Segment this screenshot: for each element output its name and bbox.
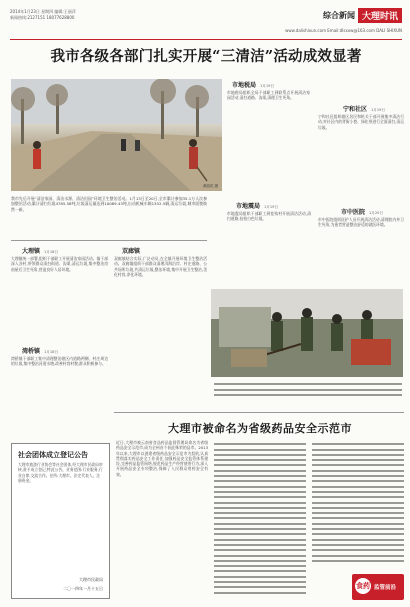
photo-illustration — [11, 79, 222, 191]
notice-date: 二〇一四年一月十五日 — [63, 586, 103, 591]
email-address: Email:dlsxxw@163.com — [327, 28, 375, 33]
article-body-dishui: 市地税局组织全局干部职工到联系点开展清洁家园活动,清扫道路、沟渠,清理卫生死角。 — [227, 90, 310, 101]
article-title-wanqiao: 湾桥镇 1月18日 — [22, 348, 59, 355]
notice-signature: 大理市民政局 — [79, 577, 103, 582]
feature-body-col2 — [214, 440, 306, 600]
photo1-caption: 黄丽花 摄 — [202, 184, 218, 188]
notice-body: 大理市旅游行业协会等社会团体,经大理市民政局审核,准予成立登记,特此公告。业务范围:行业服务,行业自律,交流合作。住所:大理市。法定代表人。注册资金。 — [18, 462, 103, 483]
editor-line: 编辑:王丽萍 — [54, 9, 76, 14]
feature-divider — [114, 412, 404, 413]
photo2-illustration — [211, 289, 403, 377]
masthead-sub — [285, 28, 402, 33]
article-body-wanqiao: 湾桥镇干部职工集中清理整治辖区内道路两侧、村庄周边的垃圾,集中整治河道水塘,改善村容村貌,群众积极参与。 — [11, 356, 108, 367]
masthead-info — [10, 9, 76, 21]
article-body-dizhen: 市地震局组织干部职工到挂钩村开展清洁活动,清扫道路,捡拾白色垃圾。 — [227, 211, 311, 222]
divider — [11, 240, 207, 241]
phone-line: 新闻热线:2127151 18077628800 — [10, 15, 75, 20]
regulation-badge — [352, 574, 404, 600]
feature-body-col3 — [312, 440, 404, 570]
feature-headline: 大理市被命名为省级药品安全示范市 — [168, 422, 352, 435]
article-title-dizhen: 市地震局 1月19日 — [236, 203, 279, 210]
masthead — [10, 6, 402, 40]
lead-paragraph: 我市先后开展“清洁家园、清洁水源、清洁田园”环境卫生整治活动。1月13日至20日,全市累计参加35.1万人次参加整治活动,累计清扫垃圾4785.58吨,垃圾清运量达到10089.43吨,出动机械车辆1352.5辆,清运垃圾,城市面貌焕然一新。 — [11, 196, 207, 212]
article-body-zhongyi: 市中医院组织医护人员开展清洁活动,清理院内外卫生死角,为患者营造整洁舒适的就医环境。 — [318, 217, 404, 228]
article-title-daliz: 大理镇 1月18日 — [22, 248, 59, 255]
main-headline: 我市各级各部门扎实开展“三清洁”活动成效显著 — [50, 48, 362, 65]
logo: 大理时讯 — [358, 8, 402, 23]
web-address: www.dalishixun.com — [285, 28, 326, 33]
article-body-shuanglang: 双廊镇结合实际,广泛动员,在全镇开展环境卫生整治活动。双廊镇组织干部群众清理洱海沿岸、村庄道路、公共场所垃圾,共清运垃圾,整治环境,集中开展卫生整治,美化村容,净化环境。 — [114, 256, 207, 277]
article-body-ninghe: 宁和社区组织辖区居民和机关干部开展集中清洁行动,对社区内的背街小巷、绿化带进行全面清扫,清运垃圾。 — [318, 114, 404, 130]
article-title-ninghe: 宁和社区 1月19日 — [343, 106, 386, 113]
section-title: 综合新闻 — [322, 11, 355, 20]
notice-box — [11, 443, 110, 599]
date-line: 2014年1月23日 星期四 — [10, 9, 54, 14]
article-body-daliz: 大理镇统一部署,组织干部职工开展清洁家园活动。镇干部深入各村,带领群众清扫街道、沟渠,清运垃圾,集中整治房前屋后卫生死角,营造良好人居环境。 — [11, 256, 108, 272]
volunteers-photo — [211, 289, 403, 377]
article-title-shuanglang: 双廊镇 — [122, 248, 141, 255]
article-title-dishui: 市地税局 1月19日 — [232, 82, 275, 89]
street-cleaning-photo — [11, 79, 222, 191]
feature-body-col1: 近日,大理市被云南省食品药品监督管理局命名为省级药品安全示范市,成为全州首个获此殊荣的县市。2013年以来,大理市以创建省级药品安全示范市为契机,认真贯彻落实药品安全工作责任,加强药品安全监管体系建设,完善药品监管网络,规范药品生产经营使用行为,深入开展药品安全专项整治,保障了人民群众用药安全有效。 — [116, 440, 208, 477]
photo2-caption-text — [214, 380, 402, 402]
badge-label: 监管前沿 — [374, 585, 397, 591]
short-name: DALI SHIXUN — [376, 28, 402, 33]
article-title-zhongyi: 市中医院 1月20日 — [341, 209, 384, 216]
notice-title: 社会团体成立登记公告 — [18, 450, 88, 459]
badge-seal-icon: 食药 — [355, 578, 371, 594]
masthead-brand — [323, 8, 402, 23]
